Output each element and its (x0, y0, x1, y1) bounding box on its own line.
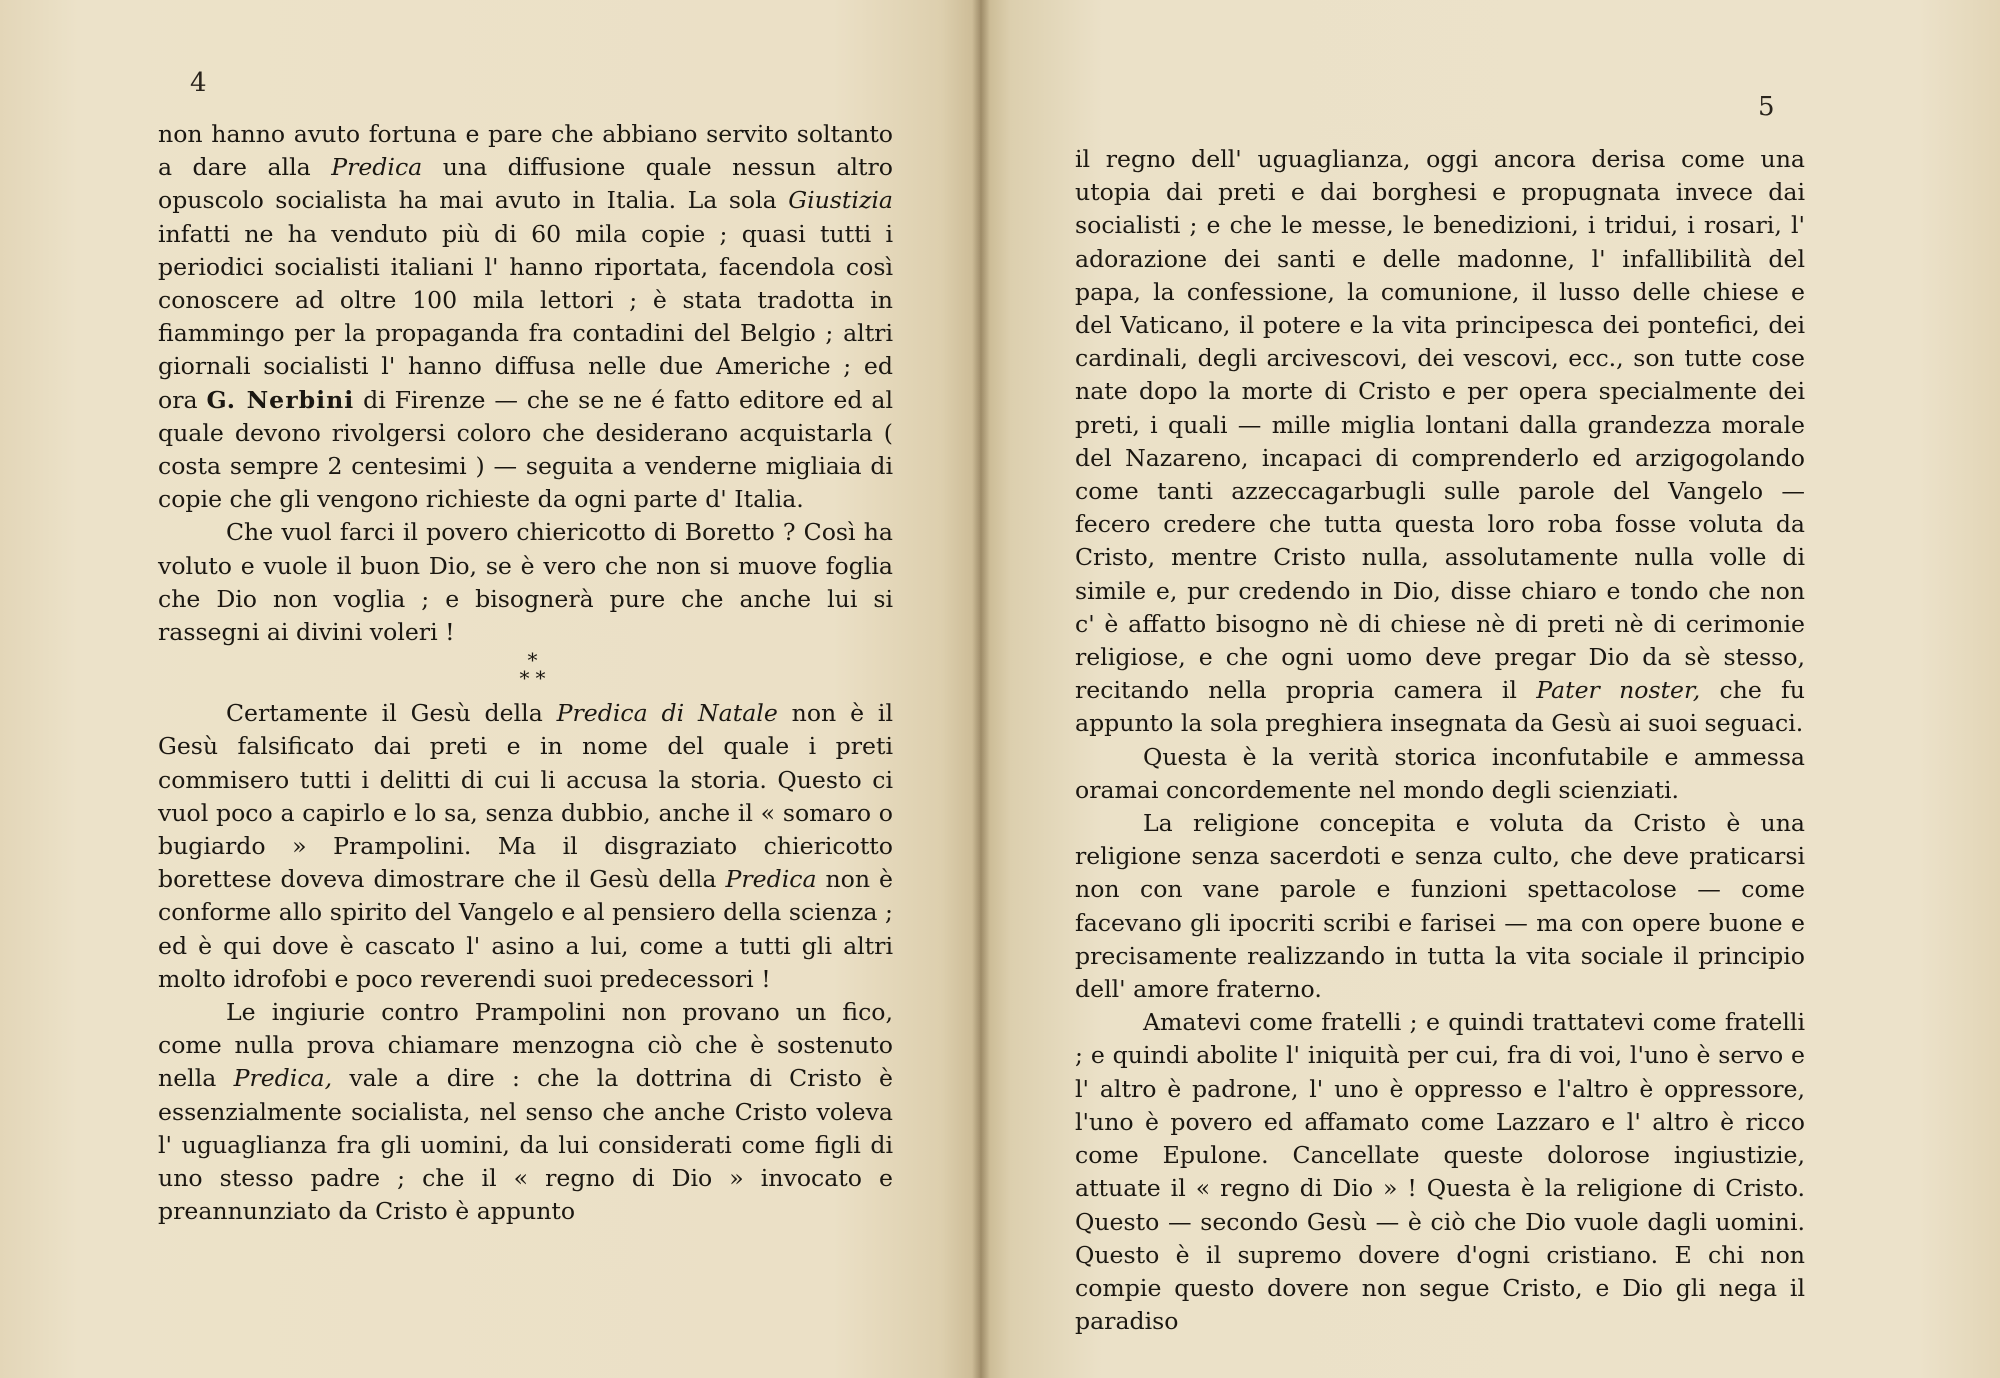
publisher-name: G. Nerbini (206, 385, 355, 414)
text-run: infatti ne ha venduto più di 60 mila copie ; quasi tutti i periodici socialisti italiani l' hanno riportata, facendola così conoscere ad oltre 100 mila lettori ; è stata tradotta in fiammingo per la propaganda fra contadini del Belgio ; altri giornali socialisti l' hanno diffusa nelle due Americhe ; ed ora (158, 219, 893, 414)
italic-title: Predica, (233, 1064, 333, 1093)
italic-title: Pater noster, (1536, 676, 1701, 705)
paragraph: Questa è la verità storica inconfutabile e ammessa oramai concordemente nel mondo degli scienziati. (1075, 742, 1805, 804)
right-page (980, 0, 2000, 1378)
text-run: il regno dell' uguaglianza, oggi ancora derisa come una utopia dai preti e dai borghesi e propugnata invece dai socialisti ; e che le messe, le benedizioni, i tridui, i rosari, l' adorazione dei santi e delle madonne, l' infallibilità del papa, la confessione, la comunione, il lusso delle chiese e del Vaticano, il potere e la vita principesca dei pontefici, dei cardinali, degli arcivescovi, dei vescovi, ecc., son tutte cose nate dopo la morte di Cristo e per opera specialmente dei preti, i quali — mille miglia lontani dalla grandezza morale del Nazareno, incapaci di comprenderlo ed arzigogolando come tanti azzeccagarbugli sulle parole del Vangelo — fecero credere che tutta questa loro roba fosse voluta da Cristo, mentre Cristo nulla, assolutamente nulla volle di simile e, pur credendo in Dio, disse chiaro e tondo che non c' è affatto bisogno nè di chiese nè di preti nè di cerimonie religiose, e che ogni uomo deve pregar Dio da sè stesso, recitando nella propria camera il (1075, 145, 1805, 705)
text-run: una diffusione quale nessun altro opuscolo socialista ha mai avuto in Italia. La sola (158, 153, 893, 215)
italic-title: Predica (331, 153, 423, 182)
right-page-text (1075, 143, 1805, 1338)
page-number: 5 (1758, 92, 1775, 122)
paragraph: Che vuol farci il povero chiericotto di Boretto ? Così ha voluto e vuole il buon Dio, se è vero che non si muove foglia che Dio non voglia ; e bisognerà pure che anche lui si rassegni ai divini voleri ! (158, 518, 893, 647)
text-run: non è il Gesù falsificato dai preti e in nome del quale i preti commisero tutti i delitti di cui li accusa la storia. Questo ci vuol poco a capirlo e lo sa, senza dubbio, anche il « somaro o bugiardo » Prampolini. Ma il disgraziato chiericotto borettese doveva dimostrare che il Gesù della (158, 699, 893, 894)
asterisk: * (527, 648, 544, 673)
asterisk: ** (519, 666, 552, 691)
paragraph: Amatevi come fratelli ; e quindi trattatevi come fratelli ; e quindi abolite l' iniquità per cui, fra di voi, l'uno è servo e l' altro è padrone, l' uno è oppresso e l'altro è oppressore, l'uno è povero ed affamato come Lazzaro e l' altro è ricco come Epulone. Cancellate queste dolorose ingiustizie, attuate il « regno di Dio » ! Questa è la religione di Cristo. Questo — secondo Gesù — è ciò che Dio vuole dagli uomini. Questo è il supremo dovere d'ogni cristiano. E chi non compie questo dovere non segue Cristo, e Dio gli nega il paradiso (1075, 1008, 1805, 1336)
italic-title: Predica (725, 865, 817, 894)
italic-title: Predica di Natale (556, 699, 778, 728)
paragraph: La religione concepita e voluta da Cristo è una religione senza sacerdoti e senza culto, che deve praticarsi non con vane parole e funzioni spettacolose — come facevano gli ipocriti scribi e farisei — ma con opere buone e precisamente realizzando in tutta la vita sociale il principio dell' amore fraterno. (1075, 809, 1805, 1004)
paragraph (158, 118, 893, 516)
text-run: non è conforme allo spirito del Vangelo e al pensiero della scienza ; ed è qui dove è cascato l' asino a lui, come a tutti gli altri molto idrofobi e poco reverendi suoi predecessori ! (158, 865, 893, 993)
paragraph (158, 697, 893, 996)
paragraph (1075, 143, 1805, 741)
text-run: Le ingiurie contro Prampolini non provano un fico, come nulla prova chiamare menzogna ciò che è sostenuto nella (158, 998, 893, 1093)
left-page-text (158, 118, 893, 1229)
text-run: Certamente il Gesù della (226, 699, 557, 728)
italic-title: Giustizia (788, 186, 893, 215)
text-run: che fu appunto la sola preghiera insegnata da Gesù ai suoi seguaci. (1075, 676, 1805, 738)
page-number: 4 (190, 68, 207, 98)
text-run: non hanno avuto fortuna e pare che abbiano servito soltanto a dare alla (158, 120, 893, 182)
text-run: vale a dire : che la dottrina di Cristo è essenzialmente socialista, nel senso che anche Cristo voleva l' uguaglianza fra gli uomini, da lui considerati come figli di uno stesso padre ; che il « regno di Dio » invocato e preannunziato da Cristo è appunto (158, 1064, 893, 1226)
section-ornament (158, 648, 893, 691)
paragraph (158, 996, 893, 1228)
book-gutter (972, 0, 990, 1378)
left-page (0, 0, 980, 1378)
text-run: di Firenze — che se ne é fatto editore ed al quale devono rivolgersi coloro che desiderano acquistarla ( costa sempre 2 centesimi ) — seguita a venderne migliaia di copie che gli vengono richieste da ogni parte d' Italia. (158, 385, 893, 514)
